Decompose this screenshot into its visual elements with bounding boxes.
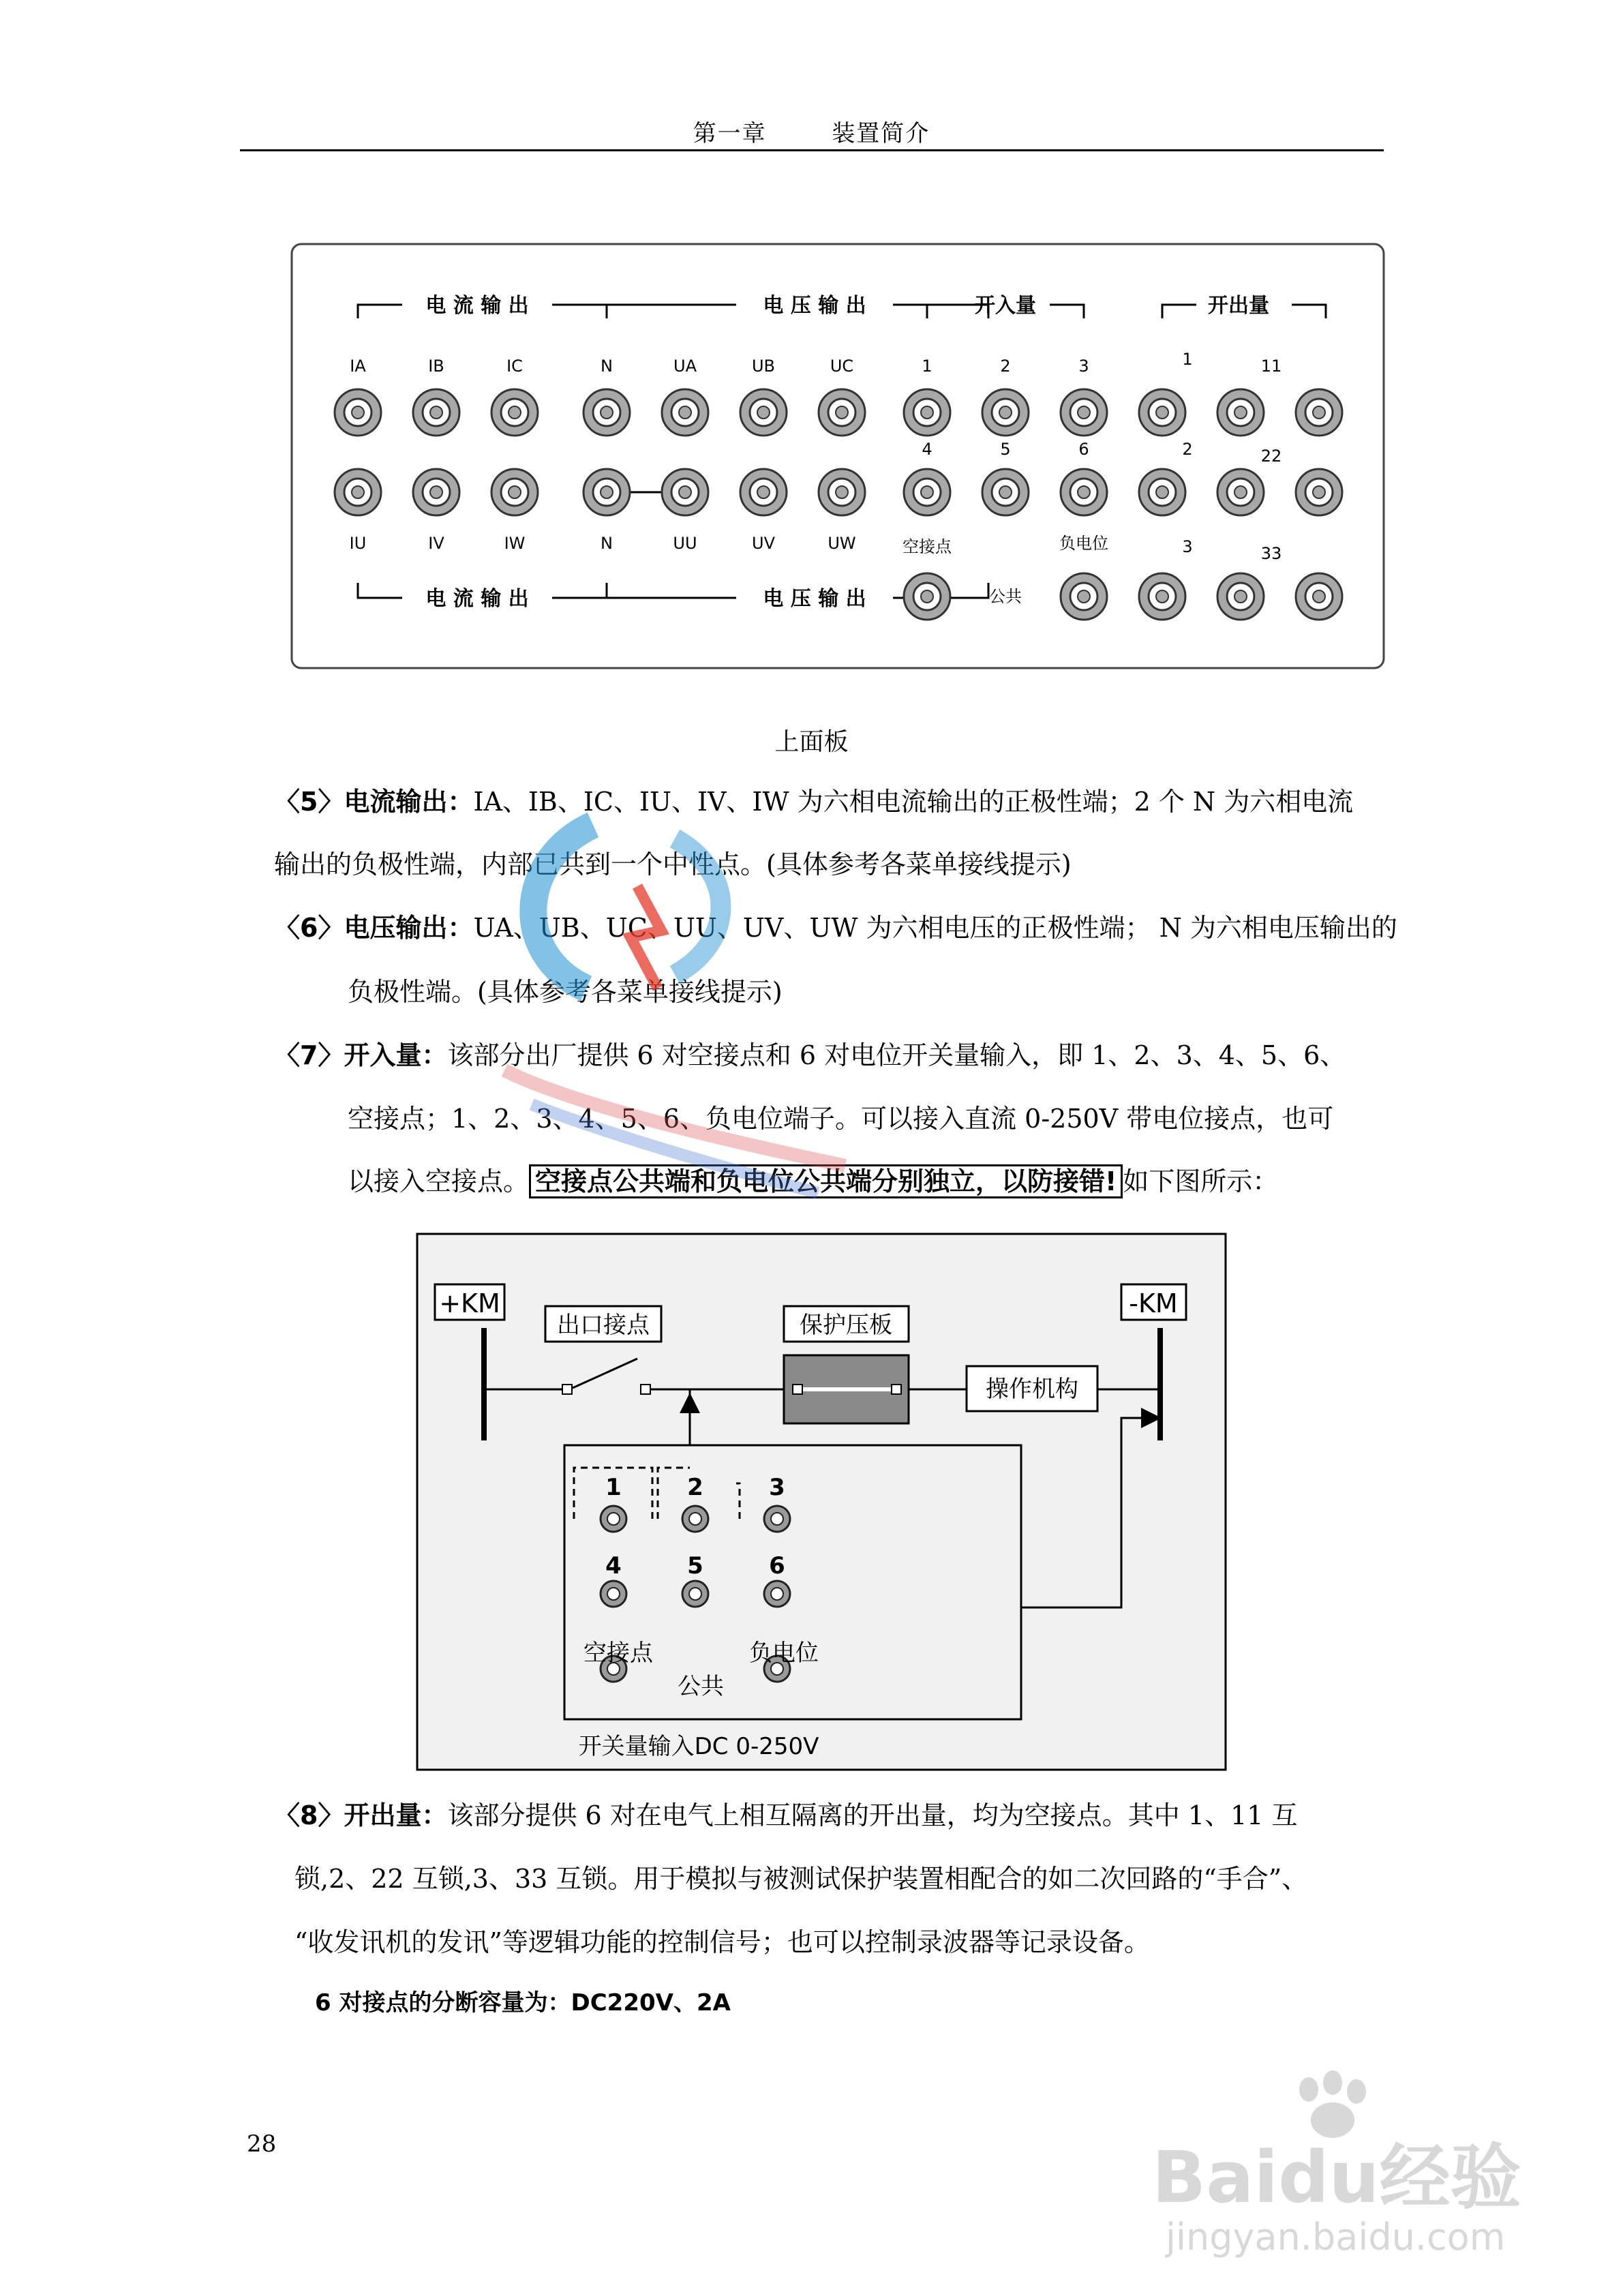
- panel-binary-out-label-11: 11: [1260, 357, 1282, 376]
- para-7-number: 〈7〉: [274, 1040, 344, 1070]
- panel-group-binary-in: 开入量: [975, 294, 1036, 318]
- panel-label-top-6: UB: [751, 357, 776, 376]
- panel-binary-out-jack-r2-3: [1296, 469, 1342, 515]
- panel-binary-out-label-22: 22: [1260, 447, 1282, 466]
- module-term-label-1: 1: [605, 1474, 622, 1501]
- panel-binary-out-jack-r2-2: [1217, 469, 1264, 515]
- para-7-heading: 开入量：: [344, 1040, 448, 1070]
- panel-binary-in-label-4: 4: [922, 440, 932, 459]
- warning-box: 空接点公共端和负电位公共端分别独立，以防接错!: [529, 1164, 1123, 1198]
- panel-label-top-2: IB: [428, 357, 444, 376]
- module-term-jack-4: [601, 1581, 626, 1607]
- panel-jack-bottom-7: [819, 469, 865, 515]
- panel-group-voltage-bottom: 电 压 输 出: [763, 587, 866, 611]
- panel-binary-in-label-2: 2: [1000, 357, 1011, 376]
- outlet-contact-label: 出口接点: [557, 1312, 650, 1339]
- panel-common-label: 公共: [989, 587, 1022, 606]
- module-neg-potential-label: 负电位: [749, 1640, 819, 1667]
- module-term-label-6: 6: [769, 1552, 785, 1580]
- panel-jack-bottom-1: [335, 469, 381, 515]
- para-8-heading: 开出量：: [344, 1800, 448, 1830]
- panel-binary-out-jack-r3-3: [1296, 573, 1342, 620]
- panel-label-bottom-6: UV: [752, 534, 775, 553]
- module-term-label-3: 3: [769, 1474, 785, 1501]
- para-8-number: 〈8〉: [274, 1800, 344, 1830]
- panel-binary-out-label-33: 33: [1260, 544, 1282, 563]
- panel-binary-out-jack-r3-1: [1139, 573, 1185, 620]
- panel-label-bottom-5: UU: [673, 534, 697, 553]
- para-7-text-3b: 如下图所示：: [1123, 1166, 1279, 1196]
- panel-neg-potential-label: 负电位: [1059, 534, 1108, 553]
- panel-label-top-3: IC: [506, 357, 523, 376]
- panel-binary-in-jack-6: [1061, 469, 1107, 515]
- para-7-text-1: 该部分出厂提供 6 对空接点和 6 对电位开关量输入，即 1、2、3、4、5、6、: [447, 1040, 1346, 1070]
- plus-km-label: +KM: [439, 1288, 500, 1318]
- watermark-url: jingyan.baidu.com: [1166, 2216, 1506, 2259]
- para-5-number: 〈5〉: [274, 787, 344, 817]
- para-6-text-1: UA、UB、UC、UU、UV、UW 为六相电压的正极性端； N 为六相电压输出的: [473, 913, 1397, 943]
- panel-jack-bottom-2: [413, 469, 459, 515]
- module-footer-label: 开关量输入DC 0-250V: [578, 1733, 819, 1760]
- baidu-jingyan-watermark: [1125, 2066, 1602, 2270]
- para-5-heading: 电流输出：: [344, 787, 474, 817]
- panel-jack-top-1: [335, 389, 381, 436]
- panel-binary-out-label-3: 3: [1182, 537, 1193, 556]
- panel-label-top-1: IA: [350, 357, 366, 376]
- panel-group-voltage-top: 电 压 输 出: [763, 294, 866, 318]
- panel-group-binary-out: 开出量: [1208, 294, 1269, 318]
- panel-jack-bottom-6: [740, 469, 787, 515]
- minus-km-label: -KM: [1129, 1288, 1178, 1318]
- module-term-jack-2: [682, 1506, 708, 1532]
- panel-label-bottom-1: IU: [349, 534, 367, 553]
- page-number: 28: [247, 2130, 277, 2158]
- panel-jack-top-7: [819, 389, 865, 436]
- para-7-text-3a: 以接入空接点。: [348, 1166, 530, 1196]
- panel-binary-in-label-1: 1: [922, 357, 932, 376]
- page-header: [0, 115, 1623, 148]
- panel-binary-in-jack-3: [1061, 389, 1107, 436]
- panel-label-top-5: UA: [673, 357, 697, 376]
- company-stamp-logo: [491, 784, 873, 1234]
- protection-plate-label: 保护压板: [800, 1312, 892, 1339]
- panel-binary-out-jack-r3-2: [1217, 573, 1264, 620]
- module-term-label-2: 2: [687, 1474, 703, 1501]
- panel-binary-out-label-2: 2: [1182, 440, 1193, 459]
- watermark-brand: Baidu经验: [1152, 2136, 1521, 2219]
- panel-binary-out-jack-r1-3: [1296, 389, 1342, 436]
- panel-binary-out-jack-r1-1: [1139, 389, 1185, 436]
- module-term-jack-5: [682, 1581, 708, 1607]
- panel-dry-contact-common-jack: [904, 573, 950, 620]
- panel-label-bottom-2: IV: [428, 534, 444, 553]
- panel-label-bottom-3: IW: [504, 534, 526, 553]
- panel-jack-top-6: [740, 389, 787, 436]
- module-term-jack-1: [601, 1506, 626, 1532]
- breaking-capacity-note: 6 对接点的分断容量为：DC220V、2A: [315, 1989, 731, 2016]
- para-8-text-1: 该部分提供 6 对在电气上相互隔离的开出量，均为空接点。其中 1、11 互: [447, 1800, 1298, 1830]
- upper-panel-diagram: [290, 242, 1387, 671]
- module-term-jack-6: [764, 1581, 790, 1607]
- module-term-jack-3: [764, 1506, 790, 1532]
- panel-binary-in-label-6: 6: [1078, 440, 1089, 459]
- operating-mechanism-label: 操作机构: [986, 1376, 1078, 1403]
- panel-binary-out-jack-r2-1: [1139, 469, 1185, 515]
- panel-binary-out-label-1: 1: [1182, 350, 1193, 369]
- panel-group-current-top: 电 流 输 出: [425, 294, 529, 318]
- panel-jack-top-4: [583, 389, 630, 436]
- para-6-number: 〈6〉: [274, 913, 344, 943]
- panel-jack-top-5: [662, 389, 708, 436]
- panel-label-bottom-7: UW: [828, 534, 856, 553]
- panel-binary-out-jack-r1-2: [1217, 389, 1264, 436]
- para-5-text-1: IA、IB、IC、IU、IV、IW 为六相电流输出的正极性端；2 个 N 为六相电流: [473, 787, 1354, 817]
- para-6-line-2: 负极性端。(具体参考各菜单接线提示): [348, 977, 783, 1007]
- chapter-title: 装置简介: [832, 120, 930, 147]
- panel-binary-in-jack-1: [904, 389, 950, 436]
- panel-binary-in-jack-2: [982, 389, 1029, 436]
- panel-jack-top-2: [413, 389, 459, 436]
- panel-binary-in-jack-4: [904, 469, 950, 515]
- binary-input-module: [564, 1445, 1021, 1719]
- para-8-line-2: 锁,2、22 互锁,3、33 互锁。用于模拟与被测试保护装置相配合的如二次回路的“手合”、: [294, 1864, 1308, 1894]
- module-dry-contact-label: 空接点: [583, 1640, 653, 1667]
- para-8-line-1: [274, 1800, 1298, 1831]
- panel-label-top-7: UC: [830, 357, 854, 376]
- figure-caption: 上面板: [774, 728, 849, 756]
- para-7-line-2: 空接点；1、2、3、4、5、6、负电位端子。可以接入直流 0-250V 带电位接点，也可: [348, 1104, 1334, 1134]
- module-common-label: 公共: [678, 1673, 724, 1700]
- para-6-heading: 电压输出：: [344, 913, 474, 943]
- panel-jack-bottom-4: [583, 469, 630, 515]
- panel-jack-bottom-5: [662, 469, 708, 515]
- panel-jack-top-3: [491, 389, 538, 436]
- panel-label-top-4: N: [601, 357, 613, 376]
- module-term-label-4: 4: [605, 1552, 622, 1580]
- chapter-label: 第一章: [693, 120, 767, 147]
- panel-jack-bottom-3: [491, 469, 538, 515]
- panel-binary-in-label-5: 5: [1000, 440, 1011, 459]
- panel-dry-contact-label: 空接点: [902, 537, 952, 556]
- panel-binary-in-jack-5: [982, 469, 1029, 515]
- para-5-line-2: 输出的负极性端，内部已共到一个中性点。(具体参考各菜单接线提示): [274, 849, 1072, 879]
- module-term-label-5: 5: [687, 1552, 703, 1580]
- panel-neg-potential-common-jack: [1061, 573, 1107, 620]
- binary-input-wiring-diagram: [416, 1233, 1227, 1771]
- header-rule: [240, 149, 1384, 151]
- para-8-line-3: “收发讯机的发讯”等逻辑功能的控制信号；也可以控制录波器等记录设备。: [294, 1927, 1150, 1957]
- panel-label-bottom-4: N: [601, 534, 613, 553]
- panel-binary-in-label-3: 3: [1078, 357, 1089, 376]
- panel-group-current-bottom: 电 流 输 出: [425, 587, 529, 611]
